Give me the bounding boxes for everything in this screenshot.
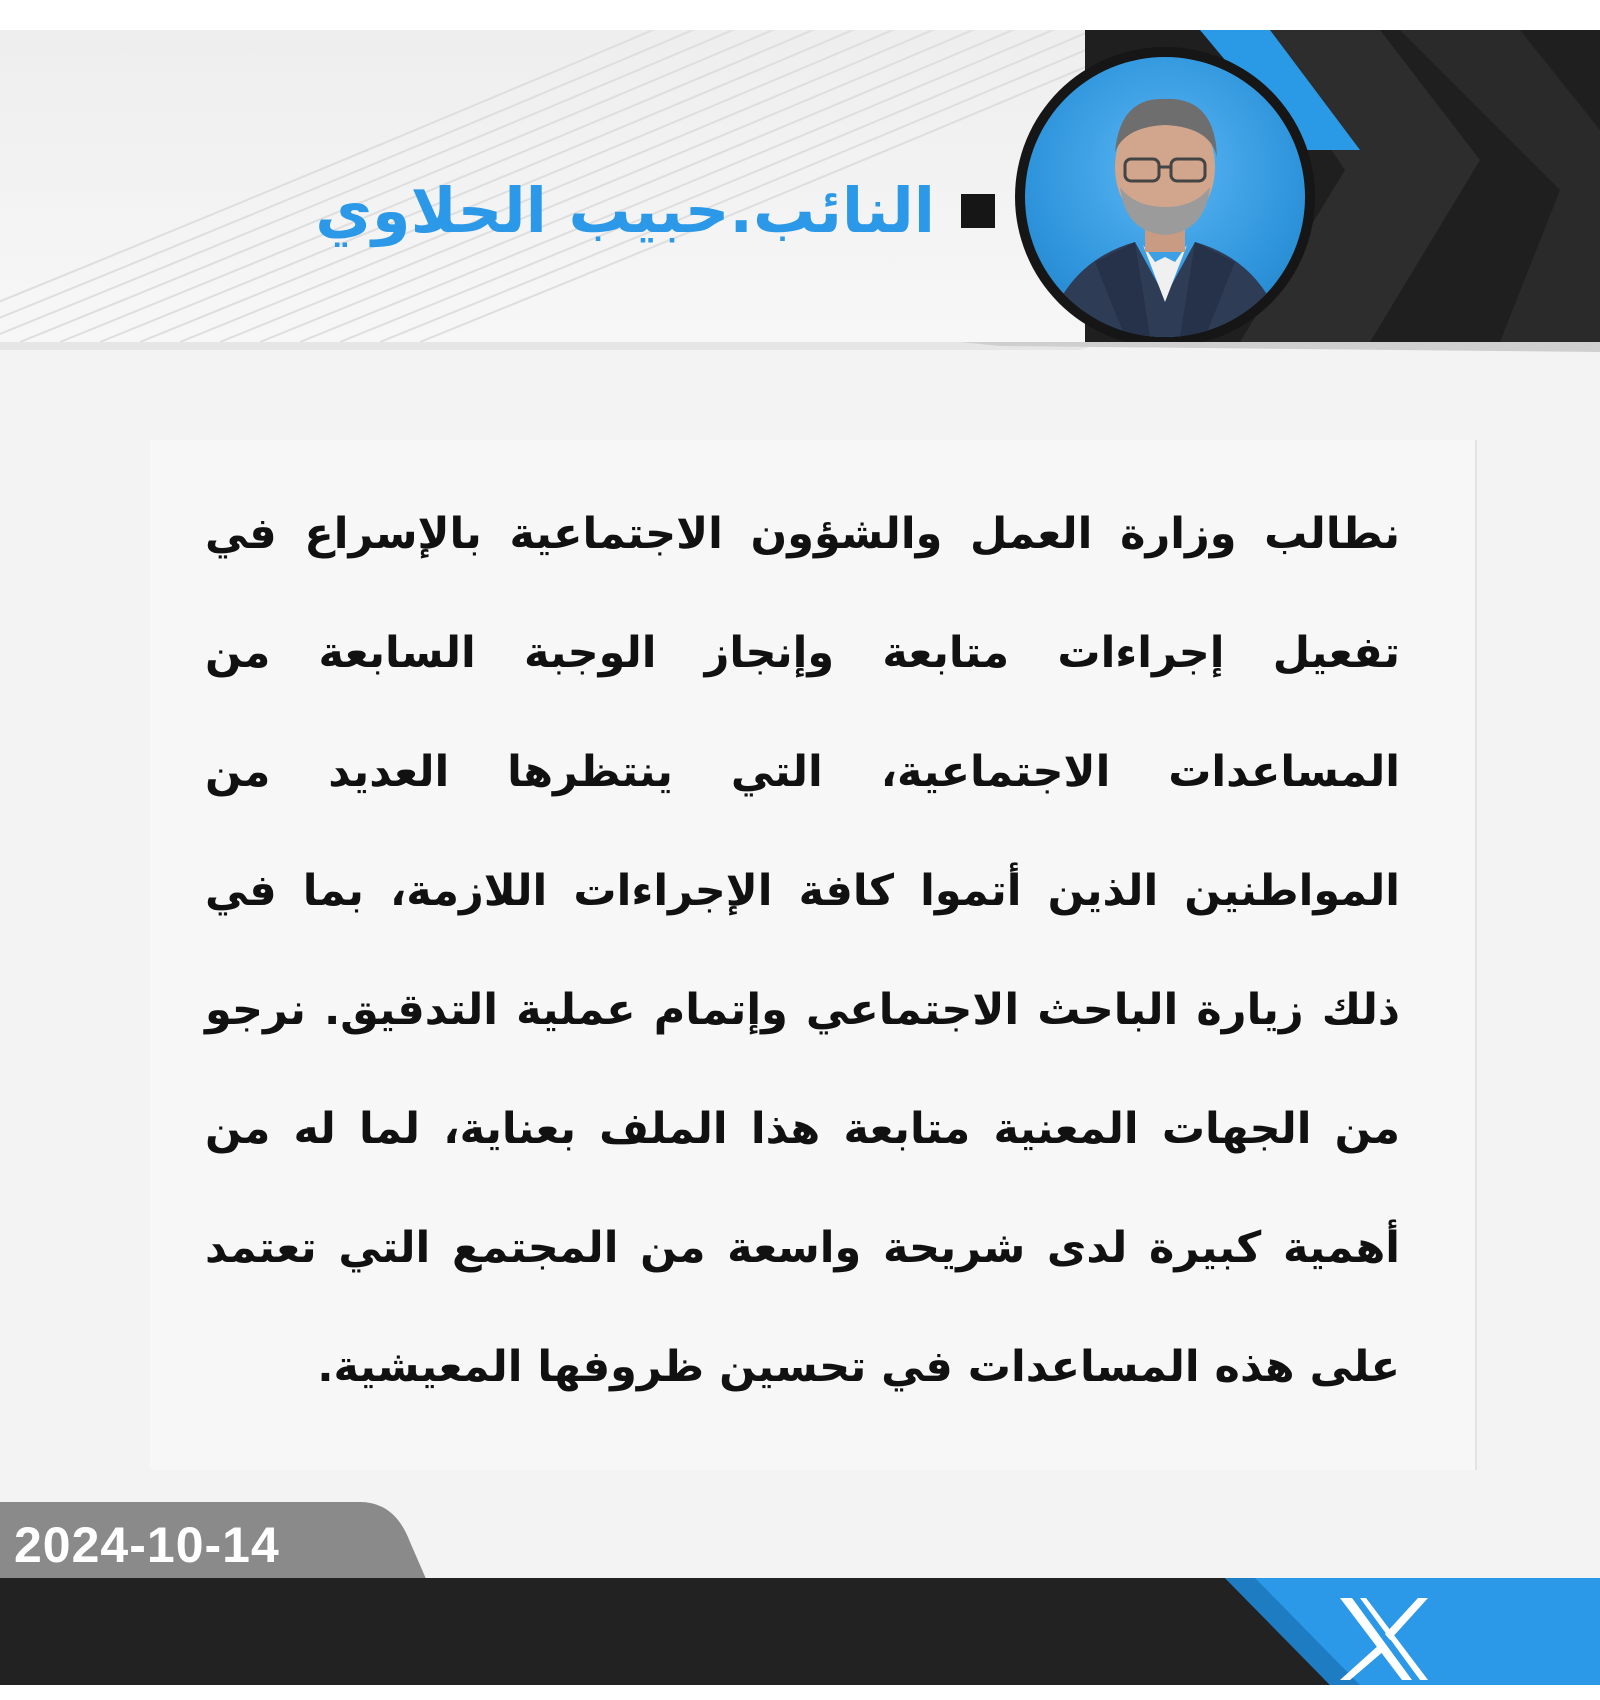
person-portrait-icon [1025, 57, 1305, 337]
statement-card [0, 30, 1600, 1685]
date-label: 2024-10-14 [14, 1517, 280, 1573]
x-logo-icon [1340, 1598, 1428, 1680]
header [0, 30, 1600, 342]
square-bullet-icon [961, 194, 995, 228]
statement-text: نطالب وزارة العمل والشؤون الاجتماعية بالإسراع في تفعيل إجراءات متابعة وإنجاز الوجبة السابعة من المساعدات الاجتماعية، التي ينتظرها العديد من المواطنين الذين أتموا كافة الإجراءات اللازمة، بما في ذلك زيارة الباحث الاجتماعي وإتمام عملية التدقيق. نرجو من الجهات المعنية متابعة هذا الملف بعناية، لما له من أهمية كبيرة لدى شريحة واسعة من المجتمع التي تعتمد على هذه المساعدات في تحسين ظروفها المعيشية. [205, 509, 1400, 1392]
header-divider [0, 342, 1600, 356]
speaker-name: النائب.حبيب الحلاوي [315, 174, 935, 247]
name-heading [315, 174, 995, 247]
avatar [1015, 47, 1315, 342]
